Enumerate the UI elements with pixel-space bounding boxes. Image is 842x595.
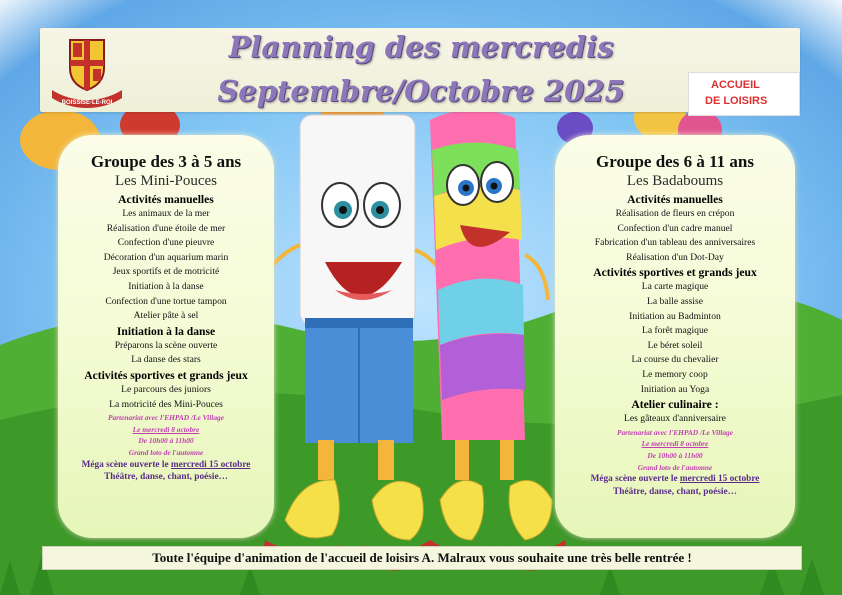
activity-item: Jeux sportifs et de motricité (112, 266, 220, 278)
activity-item: La course du chevalier (631, 354, 719, 366)
activity-item: Initiation au Yoga (640, 383, 710, 395)
mega-scene-line (555, 473, 795, 486)
section-heading: Atelier culinaire : (631, 398, 719, 412)
logo-line1: ACCUEIL (711, 79, 760, 91)
section-heading: Activités manuelles (627, 193, 723, 206)
panel-title: Groupe des 3 à 5 ans (90, 152, 242, 171)
partnership-date: Le mercredi 8 octobre (132, 424, 200, 434)
partnership-time: De 10h00 à 11h00 (647, 450, 703, 460)
panel-title: Groupe des 6 à 11 ans (596, 152, 754, 171)
activity-item: Fabrication d'un tableau des anniversaires (594, 237, 756, 249)
mega-date: mercredi 15 octobre (170, 459, 251, 470)
activity-item: Confection d'un cadre manuel (617, 222, 733, 234)
footer-message: Toute l'équipe d'animation de l'accueil de loisirs A. Malraux vous souhaite une très belle rentrée ! (42, 546, 802, 570)
section-heading: Activités sportives et grands jeux (84, 368, 248, 382)
section-heading: Activités manuelles (118, 193, 214, 206)
panel-3-5-ans (58, 135, 274, 538)
panel-subtitle: Les Badaboums (626, 173, 724, 189)
activity-item: Initiation au Badminton (629, 310, 721, 322)
activity-item: Initiation à la danse (128, 280, 204, 292)
activity-item: Décoration d'un aquarium marin (103, 251, 229, 263)
activity-item: Préparons la scène ouverte (114, 339, 218, 351)
mega-scene-line (58, 459, 274, 472)
partnership-time: De 10h00 à 11h00 (138, 436, 194, 446)
activity-item: Le memory coop (642, 368, 708, 380)
activity-item: Réalisation d'une étoile de mer (106, 222, 226, 234)
panel-6-11-ans (555, 135, 795, 538)
activity-item: Le parcours des juniors (121, 383, 211, 395)
activity-item: Réalisation d'un Dot-Day (626, 251, 724, 263)
partnership-line: Partenariat avec l'EHPAD /Le Village (616, 427, 734, 437)
partnership-line: Partenariat avec l'EHPAD /Le Village (107, 413, 225, 423)
activity-item: Les gâteaux d'anniversaire (624, 413, 726, 425)
activity-item: La balle assise (647, 295, 703, 307)
activity-item: La motricité des Mini-Pouces (109, 398, 223, 410)
partnership-event: Grand loto de l'automne (637, 462, 713, 472)
panel-subtitle: Les Mini-Pouces (114, 173, 218, 189)
page-subtitle: Septembre/Octobre 2025 (217, 74, 625, 108)
page-title: Planning des mercredis (228, 30, 614, 64)
mega-prefix: Méga scène ouverte le (590, 474, 680, 485)
activity-item: La carte magique (641, 281, 709, 293)
section-heading: Activités sportives et grands jeux (593, 266, 757, 280)
mega-scene-detail: Théâtre, danse, chant, poésie… (613, 486, 737, 497)
mega-scene-detail: Théâtre, danse, chant, poésie… (104, 472, 228, 483)
activity-item: La danse des stars (131, 354, 201, 366)
section-heading: Initiation à la danse (116, 324, 216, 338)
activity-item: Les animaux de la mer (122, 208, 210, 219)
mega-date: mercredi 15 octobre (679, 474, 760, 485)
accueil-de-loisirs-logo (688, 72, 800, 116)
activity-item: Confection d'une tortue tampon (105, 295, 227, 307)
mega-prefix: Méga scène ouverte le (81, 459, 171, 470)
crest-motto: BOISSISE-LE-ROI (61, 100, 113, 106)
logo-line2: DE LOISIRS (705, 95, 768, 107)
activity-item: La forêt magique (641, 325, 709, 337)
activity-item: Confection d'une pieuvre (117, 237, 215, 249)
activity-item: Atelier pâte à sel (133, 310, 199, 322)
town-crest-logo (48, 34, 126, 110)
activity-item: Le béret soleil (647, 339, 703, 351)
activity-item: Réalisation de fleurs en crépon (615, 208, 735, 219)
partnership-event: Grand loto de l'automne (128, 447, 204, 457)
partnership-date: Le mercredi 8 octobre (641, 439, 709, 449)
